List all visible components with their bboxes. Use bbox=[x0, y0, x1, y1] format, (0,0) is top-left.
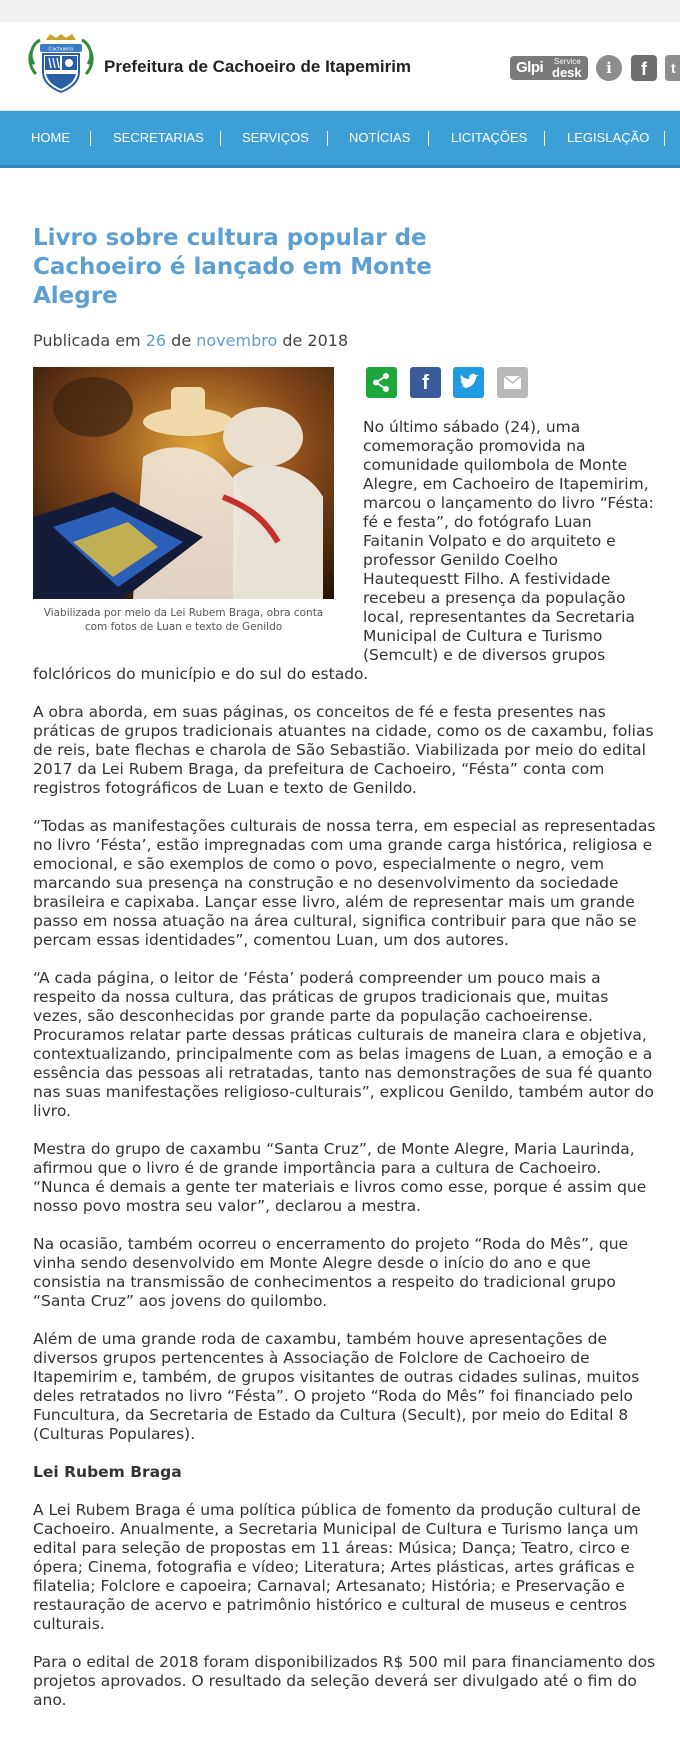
publish-date bbox=[33, 331, 348, 350]
section-subheading: Lei Rubem Braga bbox=[33, 1463, 182, 1481]
publish-month-link[interactable]: novembro bbox=[196, 331, 278, 350]
article-paragraph: “A cada página, o leitor de ‘Fésta’ poderá compreender um pouco mais a respeito da nossa cultura, das práticas de grupos tradicionais que, muitas vezes, são desconhecidas por grande parte da população cachoeirense. Procuramos relatar parte dessas práticas culturais de maneira clara e objetiva, contextualizando, principalmente com as belas imagens de Luan, a emoção e a essência das pessoas ali retratadas, tanto nas demonstrações de sua fé quanto nas suas manifestações religioso-culturais”, explicou Genildo, também autor do livro. bbox=[33, 969, 654, 1120]
article-paragraph: Mestra do grupo de caxambu “Santa Cruz”, de Monte Alegre, Maria Laurinda, afirmou que o livro é de grande importância para a cultura de Cachoeiro. “Nunca é demais a gente ter materiais e livros como esse, porque é assim que nosso povo mostra seu valor”, declarou a mestra. bbox=[33, 1140, 647, 1215]
nav-separator bbox=[327, 131, 328, 146]
nav-licitacoes[interactable]: LICITAÇÕES bbox=[451, 130, 528, 145]
municipal-crest-logo[interactable] bbox=[26, 34, 96, 98]
article-paragraph: A Lei Rubem Braga é uma política pública de fomento da produção cultural de Cachoeiro. Anualmente, a Secretaria Municipal de Cultura e Turismo lança um edital para seleção de propostas em 11 áreas: Música; Dança; Teatro, circo e ópera; Cinema, fotografia e vídeo; Literatura; Artes plásticas, artes gráficas e filatelia; Folclore e capoeira; Carnaval; Artesanato; História; e Preservação e restauração de acervo e patrimônio histórico e cultural de museus e centros culturais. bbox=[33, 1501, 641, 1633]
publish-prefix: Publicada em bbox=[33, 331, 146, 350]
article-paragraph: Para o edital de 2018 foram disponibilizados R$ 500 mil para financiamento dos projetos aprovados. O resultado da seleção deverá ser divulgado até o fim do ano. bbox=[33, 1653, 656, 1709]
twitter-icon[interactable] bbox=[453, 367, 484, 398]
article-paragraph: No último sábado (24), uma comemoração promovida na comunidade quilombola de Monte Alegre, em Cachoeiro de Itapemirim, marcou o lançamento do livro “Fésta: fé e festa”, do fotógrafo Luan Faitanin Volpato e do arquiteto e professor Genildo Coelho Hautequestt Filho. A festividade recebeu a presença da população local, representantes da Secretaria Municipal de Cultura e Turismo (Semcult) e de diversos grupos folclóricos do município e do sul do estado. bbox=[33, 418, 654, 683]
article-paragraph: “Todas as manifestações culturais de nossa terra, em especial as representadas no livro ‘Fésta’, estão impregnadas com uma grande carga histórica, religiosa e emocional, e são exemplos de como o povo, especialmente o negro, vem marcando sua presença na construção e no desenvolvimento da sociedade brasileira e capixaba. Lançar esse livro, além de representar mais um grande passo em nossa atuação na área cultural, significa contribuir para que não se percam essas identidades”, comentou Luan, um dos autores. bbox=[33, 817, 656, 949]
article-paragraph: A obra aborda, em suas páginas, os conceitos de fé e festa presentes nas práticas de grupos tradicionais atuantes na cidade, como os de caxambu, folias de reis, bate flechas e charola de São Sebastião. Viabilizada por meio do edital 2017 da Lei Rubem Braga, da prefeitura de Cachoeiro, “Fésta” conta com registros fotográficos de Luan e texto de Genildo. bbox=[33, 703, 654, 797]
facebook-icon[interactable]: f bbox=[410, 367, 441, 398]
article-paragraph: Além de uma grande roda de caxambu, também houve apresentações de diversos grupos pertencentes à Associação de Folclore de Cachoeiro de Itapemirim e, também, de grupos visitantes de outras cidades sulinas, muitos deles retratados no livro “Fésta”. O projeto “Roda do Mês” foi financiado pelo Funcultura, da Secretaria de Estado da Cultura (Secult), por meio do Edital 8 (Culturas Populares). bbox=[33, 1330, 640, 1443]
nav-noticias[interactable]: NOTÍCIAS bbox=[349, 130, 411, 145]
nav-legislacao[interactable]: LEGISLAÇÃO bbox=[567, 130, 650, 145]
facebook-icon[interactable]: f bbox=[631, 55, 657, 81]
article-body bbox=[33, 408, 657, 1729]
nav-separator bbox=[90, 131, 91, 146]
site-header bbox=[0, 22, 680, 111]
photo-caption: Viabilizada por meio da Lei Rubem Braga, obra conta com fotos de Luan e texto de Genildo bbox=[43, 607, 324, 633]
glpi-logo-text: Glpi bbox=[516, 59, 544, 76]
image-float-spacer bbox=[33, 408, 363, 663]
email-icon[interactable] bbox=[497, 367, 528, 398]
publish-de: de bbox=[166, 331, 197, 350]
nav-servicos[interactable]: SERVIÇOS bbox=[242, 130, 309, 145]
crest-ribbon: Cachoeiro bbox=[48, 46, 74, 53]
top-strip bbox=[0, 0, 680, 22]
nav-home[interactable]: HOME bbox=[31, 130, 70, 145]
nav-secretarias[interactable]: SECRETARIAS bbox=[113, 130, 204, 145]
article-paragraph: Na ocasião, também ocorreu o encerramento do projeto “Roda do Mês”, que vinha sendo desenvolvido em Monte Alegre desde o início do ano e que consistia na transmissão de conhecimentos a respeito do tradicional grupo “Santa Cruz” aos jovens do quilombo. bbox=[33, 1235, 629, 1310]
publish-de: de bbox=[277, 331, 308, 350]
site-title[interactable]: Prefeitura de Cachoeiro de Itapemirim bbox=[104, 57, 412, 76]
share-icon[interactable] bbox=[366, 367, 397, 398]
article-title: Livro sobre cultura popular de Cachoeiro é lançado em Monte Alegre bbox=[33, 225, 432, 309]
nav-separator bbox=[428, 131, 429, 146]
glpi-service-text: Service bbox=[554, 57, 581, 66]
glpi-desk-text: desk bbox=[552, 65, 582, 80]
glpi-service-desk-logo[interactable] bbox=[510, 56, 588, 80]
main-navigation bbox=[0, 111, 680, 168]
publish-day-link[interactable]: 26 bbox=[145, 331, 167, 350]
publish-year: 2018 bbox=[307, 331, 349, 350]
nav-separator bbox=[664, 131, 665, 146]
nav-separator bbox=[220, 131, 221, 146]
info-icon[interactable]: i bbox=[596, 55, 622, 81]
twitter-icon[interactable]: t bbox=[665, 55, 680, 81]
nav-separator bbox=[544, 131, 545, 146]
